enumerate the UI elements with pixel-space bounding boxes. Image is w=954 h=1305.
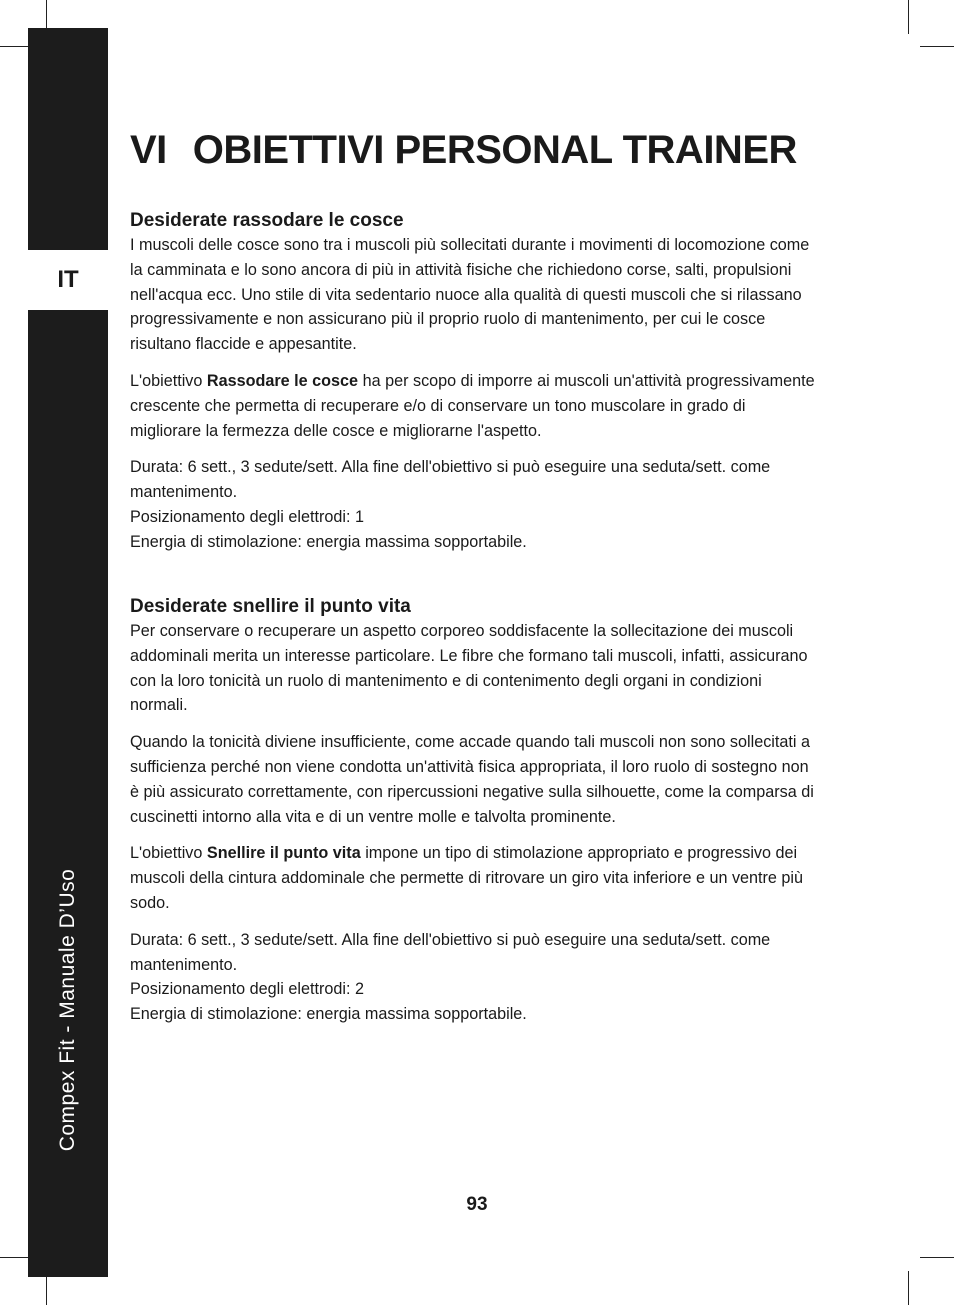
program-name: Snellire il punto vita — [206, 844, 361, 863]
energy-text: Energia di stimolazione: energia massima sopportabile. — [130, 1005, 527, 1024]
crop-mark — [920, 46, 954, 47]
crop-mark — [0, 1257, 28, 1258]
section-waist — [130, 594, 820, 1027]
crop-mark — [908, 0, 909, 34]
crop-mark — [46, 1277, 47, 1305]
text-run: L'obiettivo — [130, 844, 207, 863]
paragraph — [130, 841, 820, 915]
electrodes-text: Posizionamento degli elettrodi: 2 — [130, 980, 364, 999]
language-tab: IT — [28, 250, 108, 310]
duration-text: Durata: 6 sett., 3 sedute/sett. Alla fine dell'obiettivo si può eseguire una seduta/sett. come mantenimento. — [130, 458, 771, 502]
paragraph — [130, 369, 820, 443]
electrodes-text: Posizionamento degli elettrodi: 1 — [130, 507, 364, 526]
paragraph: Per conservare o recuperare un aspetto corporeo soddisfacente la sollecitazione dei muscoli addominali merita un interesse particolare. Le fibre che formano tali muscoli, infatti, assicurano con la loro tonicità un ruolo di mantenimento e di contenimento degli organi in condizioni normali. — [130, 622, 808, 715]
text-run: ha per scopo di imporre ai muscoli un'attività progressivamente crescente che permetta di recuperare e/o di conservare un tono muscolare in grado di migliorare la fermezza delle cosce e migliorarne l'aspetto. — [130, 371, 815, 440]
crop-mark — [920, 1257, 954, 1258]
text-run: impone un tipo di stimolazione appropriato e progressivo dei muscoli della cintura addominale che permette di ritrovare un giro vita inferiore e un ventre più sodo. — [130, 844, 804, 912]
program-name: Rassodare le cosce — [206, 371, 359, 390]
crop-mark — [0, 46, 28, 47]
duration-text: Durata: 6 sett., 3 sedute/sett. Alla fine dell'obiettivo si può eseguire una seduta/sett. come mantenimento. — [130, 930, 771, 974]
text-run: L'obiettivo — [130, 371, 207, 390]
paragraph: Quando la tonicità diviene insufficiente, come accade quando tali muscoli non sono sollecitati a sufficienza perché non viene condotta un'attività fisica appropriata, il loro ruolo di sostegno non è più assicurato correttamente, con ripercussioni negative sulla silhouette, come la comparsa di cuscinetti intorno alla vita e di un ventre molle e talvolta prominente. — [130, 733, 814, 826]
manual-title-vertical: Compex Fit - Manuale D’Uso — [56, 868, 79, 1152]
crop-mark — [908, 1271, 909, 1305]
chapter-number: VI — [130, 128, 167, 172]
sidebar-band-top — [28, 28, 108, 250]
section-thighs — [130, 208, 820, 555]
crop-mark — [46, 0, 47, 28]
page-title — [130, 128, 797, 173]
page-number: 93 — [466, 1194, 488, 1215]
energy-text: Energia di stimolazione: energia massima sopportabile. — [130, 532, 527, 551]
chapter-title: OBIETTIVI PERSONAL TRAINER — [192, 128, 797, 172]
paragraph: I muscoli delle cosce sono tra i muscoli più sollecitati durante i movimenti di locomozione come la camminata e lo sono ancora di più in attività fisiche che richiedono corse, salti, propulsioni nell'acqua ecc. Uno stile di vita sedentario nuoce alla qualità di questi muscoli che si rilassano progressivamente e non assicurano più il proprio ruolo di mantenimento, per cui le cosce risultano flaccide e appesantite. — [130, 236, 810, 354]
section-heading: Desiderate rassodare le cosce — [130, 210, 404, 231]
section-heading: Desiderate snellire il punto vita — [130, 596, 411, 617]
